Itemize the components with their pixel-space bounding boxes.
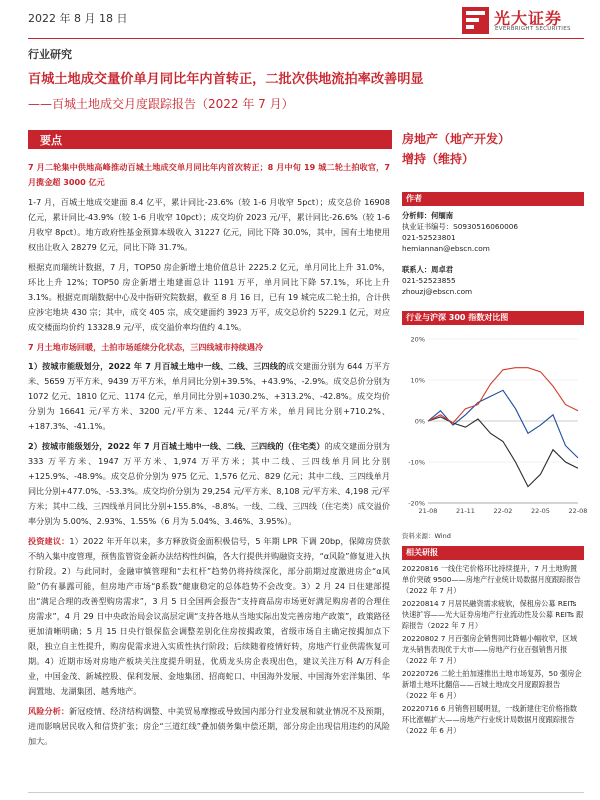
author-header [402,192,584,206]
chart-header [402,311,584,325]
logo-text-en: EVERBRIGHT SECURITIES [495,26,571,32]
analyst-cert: 执业证书编号：S0930516060006 [402,222,519,231]
footer-divider [28,792,584,793]
rating-label: 增持（维持） [402,152,475,166]
related-report-item[interactable]: 20220716 6 月销售回暖明显，一线新建住宅价格指数环比涨幅扩大——房地产行业统计局数据月度跟踪报告（2022 年 6 月） [402,704,578,735]
report-category: 行业研究 [28,48,72,61]
logo-icon [462,7,489,34]
contact-email[interactable]: zhouzj@ebscn.com [402,287,473,296]
risk-text: 新冠疫情、经济结构调整、中美贸易摩擦或导致国内部分行业发展和就业情况不及预期，进而影响居民收入和信贷扩张；房企“三道红线”叠加债务集中偿还期，部分房企出现信用违约的风险加大。 [28,706,390,746]
paragraph-city-tier [28,359,390,434]
paragraph-top50: 根据克而瑞统计数据，7 月，TOP50 房企新增土地价值总计 2225.2 亿元，单月同比上升 31.0%，环比上升 12%；TOP50 房企新增土地建面总计 1191 万平，单月同比下降 57.1%，环比上升 3.1%。根据克而瑞数据中心及中指研究院数据，截至 8 月 16 日，已有 19 城完成二轮土拍，合计供应涉宅地块 430 宗；其中，成交 405 宗，成交建面约 3923 万平，成交总价约 5229.1 亿元，对应成交楼面均价约 13328.9 元/平，成交溢价率均值约 4.1%。 [28,262,390,332]
report-date: 2022 年 8 月 18 日 [28,12,128,25]
contact-name: 联系人：周卓君 [402,265,454,274]
paragraph-investment [28,534,390,699]
related-list [402,563,584,736]
chart-source: 资料来源：Wind [402,532,451,540]
chart-ytick-label: 10% [410,376,425,385]
risk-label: 风险分析： [28,706,70,716]
chart-series-line [428,417,578,487]
lead-paragraph: 7 月二轮集中供地高峰推动百城土地成交单月同比年内首次转正；8 月中旬 19 城二轮土拍收官，7 月揽金超 3000 亿元 [28,162,390,187]
header-divider [28,38,584,39]
chart-xtick-label: 22-05 [531,507,550,515]
chart-xtick-label: 21-11 [456,507,475,515]
investment-label: 投资建议： [28,536,70,546]
related-report-item[interactable]: 20220814 7 月居民融资需求疲软，保租房公募 REITs 快速扩容——光大证券房地产行业流动性及公募 REITs 跟踪报告（2022 年 7 月） [402,599,584,630]
contact-phone: 021-52523855 [402,276,456,285]
contact-info [402,264,584,297]
author-header-label: 作者 [406,194,422,203]
chart-ytick-label: -10% [408,458,425,467]
company-logo [462,7,584,37]
related-reports [402,546,584,736]
report-title: 百城土地成交量价单月同比年内首转正，二批次供地流拍率改善明显 [28,72,424,87]
chart-xtick-label: 21-08 [418,507,438,515]
sidebar [402,130,588,738]
related-header [402,546,584,560]
paragraph-residential-label: 2）按城市能级划分，2022 年 7 月百城土地中一线、二线、三四线的（住宅类） [28,441,325,451]
chart-xtick-label: 22-02 [493,507,513,515]
chart-title: 行业与沪深 300 指数对比图 [406,313,509,322]
main-body [28,160,390,754]
chart-ytick-label: 0% [414,417,425,426]
paragraph-city-tier-label: 1）按城市能级划分，2022 年 7 月百城土地中一线、二线、三四线的 [28,361,287,371]
analyst-info [402,210,584,254]
chart-ytick-label: 20% [410,335,425,344]
chart-series-line [428,368,578,423]
key-points-label: 要点 [40,134,62,147]
paragraph-land-stats: 1-7 月，百城土地成交建面 8.4 亿平，累计同比-23.6%（较 1-6 月收窄 5pct）；成交总价 16908 亿元，累计同比-43.9%（较 1-6 月收窄 10pct）；成交均价 2023 元/平，累计同比-26.6%（较 1-6 月收窄 8pct）。地方政府性基金预算本级收入 31227 亿元，同比下降 30.0%，其中，国有土地使用权出让收入 28279 亿元，同比下降 31.7%。 [28,197,390,252]
chart-series-line [428,390,578,458]
chart-xtick-label: 22-08 [568,507,588,515]
sector-label: 房地产（地产开发） [402,132,511,146]
related-header-label: 相关研报 [406,548,438,557]
report-subtitle: ——百城土地成交月度跟踪报告（2022 年 7 月） [28,97,294,111]
related-report-item[interactable]: 20220816 一线住宅价格环比持续提升，7 月土地购置单价突破 9500——房地产行业统计局数据月度跟踪报告（2022 年 7 月） [402,564,581,595]
logo-text-cn: 光大证券 [494,9,563,28]
chart-ytick-label: -20% [408,499,425,508]
key-points-header [28,130,392,149]
analyst-name: 分析师：何缅南 [402,211,454,220]
paragraph-residential-text: 的成交建面分别为 333 万平方米、1947 万平方米、1,974 万平方米；其中二线、三四线单月同比分别+125.9%、-48.9%。成交总价分别为 975 亿元、1,576 亿元、829 亿元；其中二线、三四线单月同比分别+477.0%、-53.3%。成交均价分别为 29,254 元/平方米、8,108 元/平方米、4,198 元/平方米；其中二线、三四线单月同比分别+155.8%、-8.8%。一线、二线、三四线（住宅类）成交溢价率分别为 5.00%、2.93%、1.55%（6 月为 5.04%、3.46%、3.95%）。 [28,441,390,526]
paragraph-risk [28,704,390,749]
investment-text: 1）2022 年开年以来，多方释放资金面积极信号，5 年期 LPR 下调 20bp，保障房贷款不纳入集中度管理，预售监管资金新办法结构性纠偏，各大行提供并购融资支持，“α风险”修复进入执行阶段。2）与此同时，金融审慎管理和“去杠杆”趋势仍将持续深化，部分前期过度激进房企“α风险”仍有暴露可能，但房地产市场“β系数”健康稳定的总体趋势不会改变。3）2 月 24 日住建部提出“满足合理的改善型购房需求”，3 月 5 日全国两会报告“支持商品房市场更好满足购房者的合理住房需求”，4 月 29 日中央政治局会议高层定调“支持各地从当地实际出发完善房地产政策”，政策路径更加清晰明确；5 月 15 日央行银保监会调整差别化住房按揭政策，省级市场自主确定按揭加点下限，独立自主性提升，购房促需求进入实质性执行阶段；后续随着疫情好转，房地产行业供需恢复可期。4）近期市场对房地产板块关注度提升明显，优质龙头房企表现出色，建议关注万科 A/万科企业，中国金茂、新城控股、保利发展、金地集团、招商蛇口、中国海外发展、中国海外宏洋集团、华润置地、龙湖集团、越秀地产。 [28,536,390,696]
paragraph-city-tier-text: 成交建面分别为 644 万平方米、5659 万平方米、9439 万平方米，单月同比分别+39.5%、+43.9%、-2.9%。成交总价分别为 1072 亿元、1810 亿元、1174 亿元，单月同比分别+1030.2%、+313.2%、-42.8%。成交均价分别为 16641 元/平方米、3200 元/平方米、1244 元/平方米，单月同比分别+710.2%、+187.3%、-41.1%。 [28,361,390,431]
index-comparison-chart [402,311,588,540]
related-report-item[interactable]: 20220802 7 月百强房企销售同比降幅小幅收窄，区域龙头销售表现优于大市——房地产行业百强销售月报（2022 年 7 月） [402,634,578,665]
section-title-market: 7 月土地市场回暖，土拍市场延续分化状态，三四线城市持续遇冷 [28,342,264,352]
related-report-item[interactable]: 20220726 二轮土拍加速推出土地市场复苏，50 强房企新增土地环比翻倍——百城土地成交月度跟踪报告（2022 年 6 月） [402,669,582,700]
chart-plot [402,325,588,525]
analyst-email[interactable]: hemiannan@ebscn.com [402,244,490,253]
analyst-phone: 021-52523801 [402,233,456,242]
paragraph-city-tier-residential [28,439,390,529]
